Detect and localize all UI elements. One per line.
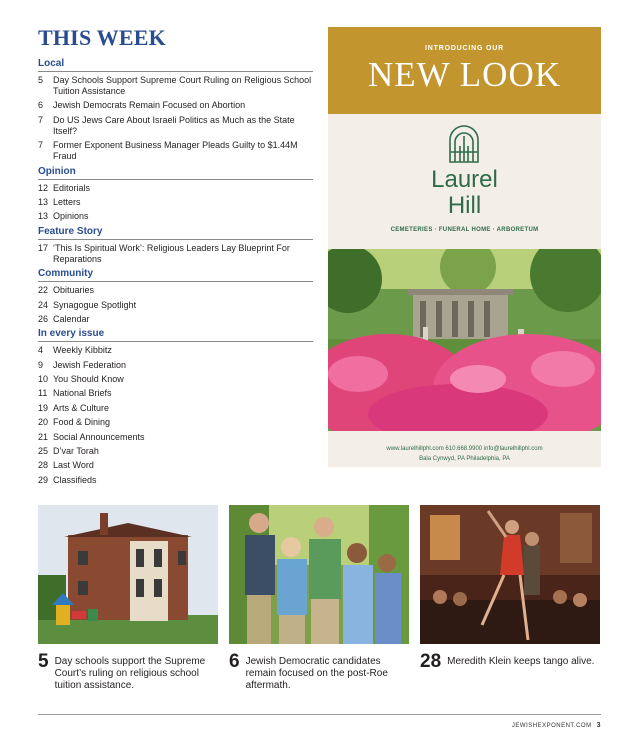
ad-services: CEMETERIES · FUNERAL HOME · ARBORETUM: [390, 227, 539, 233]
section-heading: Feature Story: [38, 226, 313, 240]
article-title: Classifieds: [53, 474, 97, 485]
toc-item[interactable]: [38, 140, 313, 162]
toc-item[interactable]: [38, 100, 313, 111]
page-number: 7: [38, 140, 44, 151]
page-number: 11: [38, 388, 48, 399]
page-number: 12: [38, 182, 49, 193]
page-number: 10: [38, 374, 49, 385]
toc-item[interactable]: [38, 243, 313, 265]
article-title: Synagogue Spotlight: [53, 299, 137, 310]
article-title: ‘This Is Spiritual Work’: Religious Leaders Lay Blueprint For Reparations: [53, 242, 290, 264]
article-title: Last Word: [53, 460, 94, 471]
ad-banner: [328, 27, 601, 114]
caption-text: Day schools support the Supreme Court’s ruling on religious school tuition assistance.: [54, 656, 206, 691]
section-heading: Community: [38, 268, 313, 282]
toc-item[interactable]: [38, 285, 313, 296]
page-number: 17: [38, 242, 49, 253]
caption-text: Jewish Democratic candidates remain focused on the post-Roe aftermath.: [245, 656, 388, 691]
article-title: Calendar: [53, 313, 90, 324]
ad-contact-info: [328, 444, 601, 464]
toc-item[interactable]: [38, 314, 313, 325]
table-of-contents: [38, 58, 313, 489]
page-number: 24: [38, 299, 49, 310]
photo-caption: [229, 652, 409, 692]
toc-item[interactable]: [38, 211, 313, 222]
caption-page-number: 28: [420, 651, 442, 672]
arch-logo-icon: [447, 124, 481, 164]
page-number: 4: [38, 345, 44, 356]
toc-item[interactable]: [38, 115, 313, 137]
article-title: Social Announcements: [53, 431, 145, 442]
footer-site[interactable]: JEWISHEXPONENT.COM: [511, 723, 592, 729]
page-number: 29: [38, 474, 49, 485]
article-title: Obituaries: [53, 285, 95, 296]
toc-item[interactable]: [38, 300, 313, 311]
toc-item[interactable]: [38, 388, 313, 399]
article-title: Jewish Democrats Remain Focused on Abortion: [53, 100, 246, 111]
brand-line-2: Hill: [447, 192, 482, 219]
caption-page-number: 6: [229, 651, 240, 672]
page-footer: [512, 722, 601, 729]
page-number: 6: [38, 100, 44, 111]
footer-divider: [38, 714, 601, 715]
section-heading: Local: [38, 58, 313, 72]
toc-item[interactable]: [38, 345, 313, 356]
page-number: 13: [38, 211, 49, 222]
article-title: Do US Jews Care About Israeli Politics as Much as the State Itself?: [53, 114, 295, 136]
toc-item[interactable]: [38, 432, 313, 443]
article-title: Editorials: [53, 182, 91, 193]
article-title: D’var Torah: [53, 446, 99, 457]
toc-section-community: [38, 268, 313, 325]
page-number: 21: [38, 431, 49, 442]
tango-dancer-photo[interactable]: [420, 505, 600, 644]
page-number: 28: [38, 460, 49, 471]
laurel-hill-advertisement[interactable]: [328, 27, 601, 467]
photo-caption: [38, 652, 218, 692]
toc-item[interactable]: [38, 360, 313, 371]
toc-section-feature-story: [38, 226, 313, 265]
article-title: Food & Dining: [53, 417, 111, 428]
article-title: National Briefs: [53, 388, 112, 399]
toc-item[interactable]: [38, 197, 313, 208]
page-number: 19: [38, 402, 49, 413]
page-number: 13: [38, 196, 49, 207]
toc-item[interactable]: [38, 417, 313, 428]
article-title: Letters: [53, 196, 81, 207]
footer-page-number: 3: [596, 722, 601, 729]
article-title: You Should Know: [53, 374, 124, 385]
toc-item[interactable]: [38, 475, 313, 486]
school-building-photo[interactable]: [38, 505, 218, 644]
toc-item[interactable]: [38, 183, 313, 194]
toc-item[interactable]: [38, 403, 313, 414]
page-title: THIS WEEK: [38, 25, 166, 50]
caption-text: Meredith Klein keeps tango alive.: [447, 656, 595, 667]
page-number: 9: [38, 359, 44, 370]
ad-contact-line-1: www.laurelhillphl.com 610.668.9900 info@laurelhillphl.com: [386, 446, 543, 452]
page-number: 20: [38, 417, 49, 428]
page-number: 22: [38, 285, 49, 296]
cemetery-garden-photo: [328, 249, 601, 431]
page-number: 5: [38, 75, 44, 85]
article-title: Arts & Culture: [53, 402, 110, 413]
toc-item[interactable]: [38, 75, 313, 97]
section-heading: In every issue: [38, 328, 313, 342]
ad-intro-text: INTRODUCING OUR: [425, 45, 504, 52]
photo-caption: [420, 652, 600, 671]
page-number: 25: [38, 446, 49, 457]
toc-item[interactable]: [38, 374, 313, 385]
article-title: Weekly Kibbitz: [53, 345, 112, 356]
page-number: 26: [38, 313, 49, 324]
article-title: Opinions: [53, 211, 89, 222]
caption-page-number: 5: [38, 651, 49, 672]
toc-section-in-every-issue: [38, 328, 313, 486]
ad-headline: NEW LOOK: [367, 55, 561, 94]
page-number: 7: [38, 114, 44, 125]
toc-section-local: [38, 58, 313, 162]
ad-contact-line-2: Bala Cynwyd, PA Philadelphia, PA: [419, 456, 510, 462]
article-title: Day Schools Support Supreme Court Ruling on Religious School Tuition Assistance: [53, 75, 312, 96]
toc-item[interactable]: [38, 460, 313, 471]
article-title: Former Exponent Business Manager Pleads Guilty to $1.44M Fraud: [53, 140, 298, 162]
toc-item[interactable]: [38, 446, 313, 457]
ad-brand-name: [328, 167, 601, 219]
brand-line-1: Laurel: [431, 166, 498, 193]
toc-section-opinion: [38, 166, 313, 223]
article-title: Jewish Federation: [53, 359, 127, 370]
family-photo[interactable]: [229, 505, 409, 644]
section-heading: Opinion: [38, 166, 313, 180]
